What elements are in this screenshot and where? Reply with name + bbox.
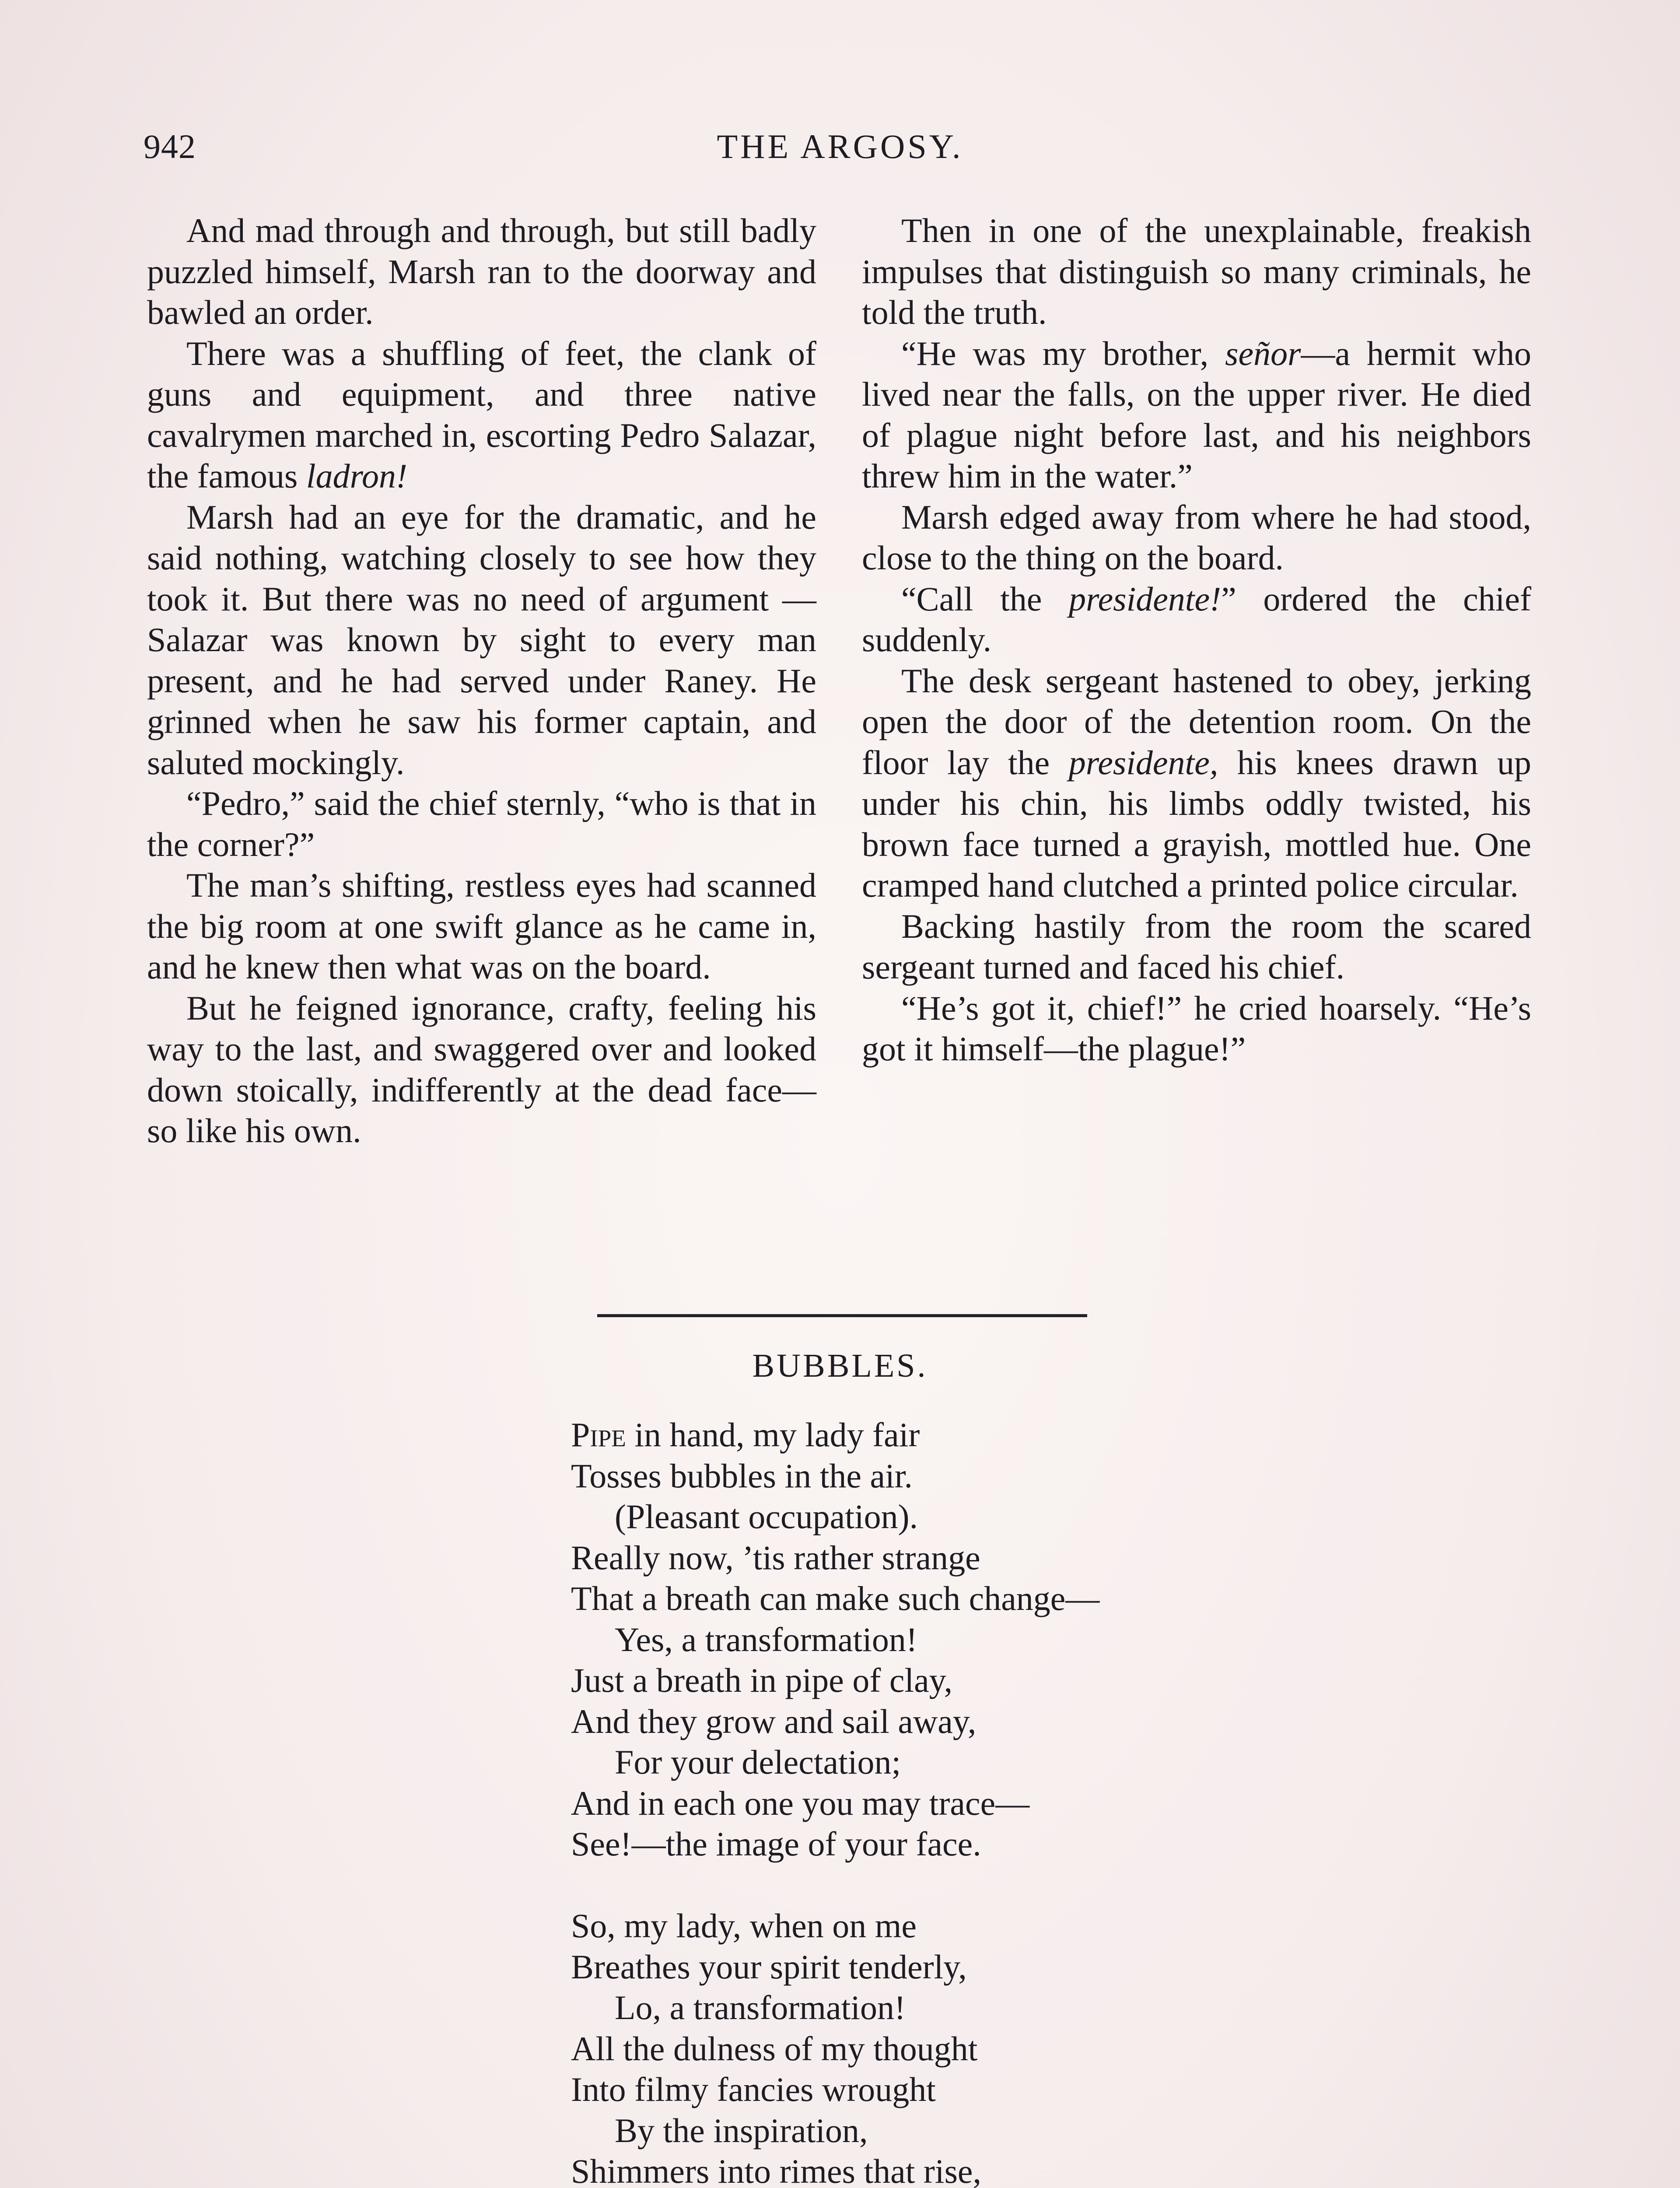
paragraph-text: ” ordered the chief suddenly.	[862, 579, 1531, 659]
poem-line-text: Yes, a transformation!	[615, 1620, 917, 1659]
paragraph-text: his knees drawn up under his chin, his limbs oddly twisted, his brown face turned a grayish, mottled hue. One cramped hand clutched a printed police circular.	[862, 743, 1531, 904]
poem-line-text: in hand, my lady fair	[626, 1416, 920, 1454]
poem-line-text: That a breath can make such change—	[571, 1579, 1100, 1617]
poem-line	[571, 1987, 1315, 2028]
paragraph	[147, 210, 816, 333]
paragraph	[862, 333, 1531, 497]
paragraph-text: “He’s got it, chief!” he cried hoarsely. “He’s got it himself—the plague!”	[862, 989, 1531, 1068]
poem-line	[571, 1496, 1315, 1537]
paragraph	[147, 988, 816, 1151]
poem-line-text: Breathes your spirit tenderly,	[571, 1947, 967, 1986]
poem-line	[571, 2028, 1315, 2069]
poem-line	[571, 2069, 1315, 2110]
italic-text: señor	[1225, 334, 1301, 372]
paragraph-text: “Pedro,” said the chief sternly, “who is that in the corner?”	[147, 784, 816, 863]
paragraph	[862, 497, 1531, 579]
paragraph	[862, 579, 1531, 660]
italic-text: ladron!	[306, 457, 408, 495]
paragraph	[862, 660, 1531, 906]
poem-line	[571, 1578, 1315, 1619]
paragraph-text: But he feigned ignorance, crafty, feeling his way to the last, and swaggered over and looked down stoically, indifferently at the dead face—so like his own.	[147, 989, 816, 1150]
paragraph-text: —a hermit who lived near the falls, on the upper river. He died of plague night before last, and his neighbors threw him in the water.”	[862, 334, 1531, 495]
poem-line	[571, 1660, 1315, 1701]
paragraph	[862, 988, 1531, 1069]
poem-line-text: Really now, ’tis rather strange	[571, 1538, 980, 1577]
left-text-column	[147, 210, 816, 1151]
paragraph	[147, 333, 816, 497]
paragraph-text: There was a shuffling of feet, the clank of guns and equipment, and three native cavalrymen marched in, escorting Pedro Salazar, the famous	[147, 334, 816, 495]
poem-line	[571, 2110, 1315, 2151]
paragraph-text: The desk sergeant hastened to obey, jerking open the door of the detention room. On the floor lay the	[862, 661, 1531, 782]
poem-line-text: Shimmers into rimes that rise,	[571, 2152, 982, 2188]
poem-line	[571, 1619, 1315, 1660]
page-number: 942	[144, 127, 196, 165]
paragraph-text: Marsh had an eye for the dramatic, and he said nothing, watching closely to see how they took it. But there was no need of argument — Salazar was known by sight to every man present, and he had served under Raney. He grinned when he saw his former captain, and saluted mockingly.	[147, 498, 816, 782]
paragraph-text: “He was my brother,	[901, 334, 1225, 372]
poem-line	[571, 1905, 1315, 1946]
poem-line	[571, 1742, 1315, 1783]
poem-line	[571, 1701, 1315, 1742]
poem-line	[571, 1823, 1315, 1865]
italic-text: presidente!	[1069, 579, 1222, 618]
paragraph	[147, 783, 816, 865]
poem-line-text: Tosses bubbles in the air.	[571, 1456, 913, 1495]
poem-line-text: Lo, a transformation!	[615, 1988, 906, 2027]
paragraph	[147, 497, 816, 783]
poem-body	[571, 1414, 1315, 2188]
paragraph-text: Backing hastily from the room the scared sergeant turned and faced his chief.	[862, 907, 1531, 986]
running-title: THE ARGOSY.	[717, 127, 963, 165]
paragraph	[147, 865, 816, 988]
poem-line	[571, 1455, 1315, 1497]
italic-text: presidente,	[1068, 743, 1218, 782]
paragraph-text: Marsh edged away from where he had stood, close to the thing on the board.	[862, 498, 1531, 577]
poem-line-text: Just a breath in pipe of clay,	[571, 1661, 953, 1699]
poem-line-text: And in each one you may trace—	[571, 1784, 1030, 1822]
poem-line-text: All the dulness of my thought	[571, 2029, 978, 2068]
paragraph	[862, 210, 1531, 333]
paragraph-text: Then in one of the unexplainable, freakish impulses that distinguish so many criminals, he told the truth.	[862, 211, 1531, 331]
poem-line-text: For your delectation;	[615, 1743, 901, 1781]
poem-line-text: And they grow and sail away,	[571, 1702, 976, 1740]
right-text-column	[862, 210, 1531, 1069]
paragraph-text: “Call the	[901, 579, 1069, 618]
paragraph-text: And mad through and through, but still badly puzzled himself, Marsh ran to the doorway and bawled an order.	[147, 211, 816, 331]
poem-line	[571, 1783, 1315, 1824]
poem-line	[571, 1414, 1315, 1455]
poem-line-text: By the inspiration,	[615, 2111, 868, 2149]
poem-line-text: So, my lady, when on me	[571, 1907, 917, 1945]
poem-title: BUBBLES.	[752, 1347, 928, 1384]
paragraph	[862, 906, 1531, 988]
poem-line	[571, 1946, 1315, 1988]
paragraph-text: The man’s shifting, restless eyes had scanned the big room at one swift glance as he came in, and he knew then what was on the board.	[147, 866, 816, 986]
poem-lead-word: Pipe	[571, 1416, 626, 1454]
section-divider	[597, 1314, 1087, 1317]
poem-line	[571, 1537, 1315, 1578]
stanza-break	[571, 1865, 1315, 1906]
poem-line-text: See!—the image of your face.	[571, 1825, 981, 1863]
poem-line-text: Into filmy fancies wrought	[571, 2070, 936, 2108]
poem-line	[571, 2151, 1315, 2188]
poem-line-text: (Pleasant occupation).	[615, 1497, 918, 1536]
